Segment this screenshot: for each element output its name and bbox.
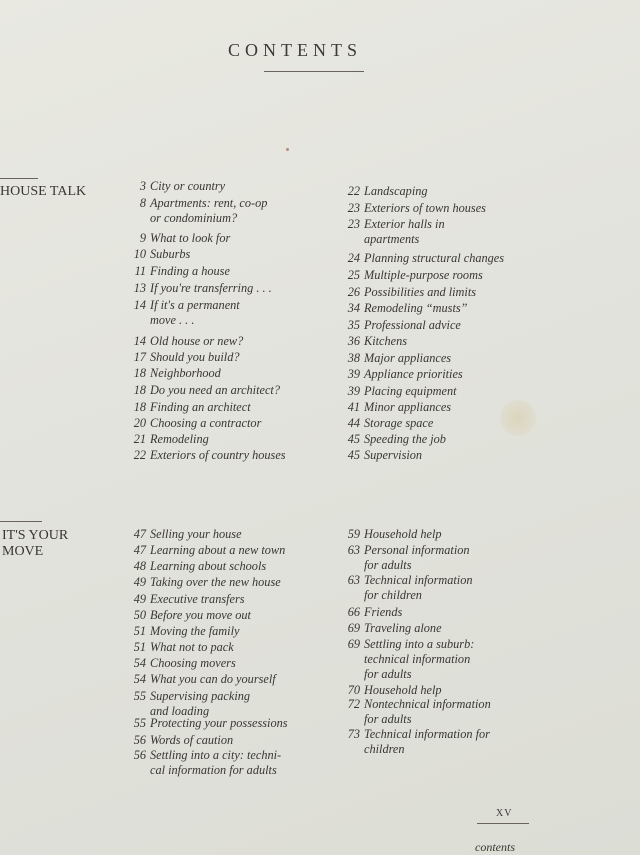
toc-entry-title: Settling into a city: techni- cal information for adults [150,748,282,777]
toc-entry [128,264,230,279]
toc-entry [342,334,407,349]
toc-page-number: 70 [347,683,360,697]
toc-entry-title: Choosing a contractor [150,416,262,430]
running-footer: contents [475,840,515,854]
toc-entry [128,400,251,415]
toc-entry-title: Professional advice [364,318,461,332]
section-label-its-your-move: IT'S YOUR MOVE [2,528,69,559]
toc-entry-title: Learning about schools [150,559,267,573]
toc-entry [342,400,451,415]
toc-page-number: 48 [133,559,146,573]
toc-entry-title: Old house or new? [150,334,244,348]
toc-entry-title: Planning structural changes [364,251,505,265]
toc-entry-title: Personal information for adults [364,543,470,572]
toc-page-number: 63 [347,543,360,557]
toc-entry [128,416,261,431]
toc-entry-title: Exteriors of town houses [364,201,486,215]
toc-page-number: 24 [347,251,360,265]
toc-page-number: 54 [133,656,146,670]
toc-entry-title: Protecting your possessions [150,716,288,730]
toc-entry [342,367,463,382]
toc-entry-title: Moving the family [150,624,240,638]
section-label-house-talk: HOUSE TALK [0,184,87,199]
toc-entry [342,301,468,316]
toc-page-number: 22 [133,448,146,462]
toc-page-number: 73 [347,727,360,741]
toc-page-number: 51 [133,624,146,638]
toc-entry [342,697,491,727]
toc-entry-title: Should you build? [150,350,240,364]
toc-entry-title: Executive transfers [150,592,245,606]
toc-entry [128,748,281,778]
toc-page-number: 23 [347,201,360,215]
section-rule [0,178,38,179]
toc-page-number: 36 [347,334,360,348]
toc-page-number: 45 [347,448,360,462]
toc-page-number: 41 [347,400,360,414]
toc-entry-title: Suburbs [150,247,191,261]
toc-page-number: 72 [347,697,360,711]
toc-page-number: 20 [133,416,146,430]
toc-entry [128,350,240,365]
toc-page-number: 59 [347,527,360,541]
toc-entry [128,432,209,447]
toc-entry-title: Landscaping [364,184,428,198]
toc-entry [128,640,234,655]
toc-entry-title: Finding a house [150,264,230,278]
toc-entry-title: Remodeling [150,432,209,446]
toc-entry-title: Appliance priorities [364,367,463,381]
toc-page-number: 38 [347,351,360,365]
toc-entry [342,217,445,247]
toc-entry [128,231,230,246]
toc-entry [128,366,221,381]
toc-entry [128,592,245,607]
toc-entry-title: Remodeling “musts” [364,301,468,315]
toc-entry [128,689,250,719]
toc-entry [128,733,233,748]
toc-entry-title: Nontechnical information for adults [364,697,491,726]
toc-page-number: 69 [347,637,360,651]
toc-page-number: 18 [133,366,146,380]
toc-entry-title: Neighborhood [150,366,221,380]
toc-entry [342,637,474,682]
toc-page-number: 23 [347,217,360,231]
footer-rule [477,823,529,824]
toc-page-number: 56 [133,733,146,747]
toc-page-number: 18 [133,400,146,414]
toc-entry [342,727,490,757]
toc-entry-title: Do you need an architect? [150,383,280,397]
toc-entry [128,543,285,558]
toc-page-number: 69 [347,621,360,635]
toc-page-number: 22 [347,184,360,198]
toc-entry-title: Learning about a new town [150,543,286,557]
toc-page-number: 25 [347,268,360,282]
toc-entry-title: What not to pack [150,640,234,654]
toc-entry-title: What to look for [150,231,231,245]
folio-page-number: XV [496,808,513,819]
toc-entry [342,527,442,542]
toc-entry [342,416,433,431]
toc-page-number: 63 [347,573,360,587]
toc-entry-title: Selling your house [150,527,242,541]
toc-entry-title: If it's a permanent move . . . [150,298,240,327]
toc-entry-title: Storage space [364,416,434,430]
toc-entry-title: Technical information for children [364,727,490,756]
toc-entry [342,543,470,573]
toc-page-number: 14 [133,298,146,312]
toc-page-number: 8 [139,196,146,210]
toc-page-number: 50 [133,608,146,622]
toc-page-number: 10 [133,247,146,261]
toc-entry [342,318,461,333]
toc-entry [342,448,422,463]
toc-page-number: 49 [133,592,146,606]
toc-entry-title: Speeding the job [364,432,446,446]
toc-entry-title: Apartments: rent, co-op or condominium? [150,196,268,225]
toc-page-number: 47 [133,543,146,557]
toc-page-number: 3 [139,179,146,193]
toc-page-number: 66 [347,605,360,619]
toc-entry [128,716,288,731]
toc-entry-title: Multiple-purpose rooms [364,268,483,282]
toc-entry [128,527,242,542]
toc-page-number: 14 [133,334,146,348]
toc-entry [128,559,266,574]
toc-entry [342,621,442,636]
toc-entry [128,334,243,349]
toc-page-number: 55 [133,716,146,730]
toc-page-number: 39 [347,384,360,398]
toc-entry [128,656,236,671]
toc-entry [128,196,267,226]
toc-entry-title: Technical information for children [364,573,473,602]
toc-entry [342,201,486,216]
toc-entry [128,608,251,623]
toc-entry [128,179,225,194]
toc-entry-title: Household help [364,683,442,697]
toc-entry [342,605,402,620]
toc-entry [128,281,272,296]
toc-entry [342,683,442,698]
toc-entry-title: Settling into a suburb: technical information for adults [364,637,475,681]
toc-entry [342,268,483,283]
toc-entry-title: Placing equipment [364,384,457,398]
toc-entry [128,624,239,639]
toc-entry-title: What you can do yourself [150,672,276,686]
toc-entry [128,575,281,590]
toc-page-number: 45 [347,432,360,446]
toc-entry-title: City or country [150,179,226,193]
toc-page-number: 26 [347,285,360,299]
title-rule [264,71,364,72]
toc-page-number: 34 [347,301,360,315]
toc-page-number: 47 [133,527,146,541]
toc-entry [342,573,473,603]
toc-entry [128,448,286,463]
toc-entry-title: Choosing movers [150,656,236,670]
toc-entry-title: Possibilities and limits [364,285,477,299]
toc-page-number: 17 [133,350,146,364]
page-title: CONTENTS [228,40,362,60]
toc-page-number: 13 [133,281,146,295]
toc-entry [342,184,428,199]
toc-entry-title: Supervising packing and loading [150,689,251,718]
toc-entry-title: If you're transferring . . . [150,281,272,295]
toc-entry-title: Taking over the new house [150,575,281,589]
toc-entry [128,672,276,687]
toc-page-number: 56 [133,748,146,762]
paper-mark [286,148,289,151]
toc-page-number: 51 [133,640,146,654]
toc-page-number: 35 [347,318,360,332]
toc-entry-title: Exterior halls in apartments [364,217,445,246]
toc-page-number: 54 [133,672,146,686]
section-rule [0,521,42,522]
toc-page-number: 44 [347,416,360,430]
toc-entry-title: Finding an architect [150,400,251,414]
toc-entry-title: Supervision [364,448,423,462]
toc-page-number: 9 [139,231,146,245]
toc-entry [342,251,504,266]
toc-entry-title: Friends [364,605,403,619]
toc-entry [342,384,457,399]
toc-entry-title: Exteriors of country houses [150,448,286,462]
toc-entry-title: Before you move out [150,608,251,622]
toc-entry-title: Traveling alone [364,621,442,635]
toc-page-number: 39 [347,367,360,381]
toc-entry [342,285,476,300]
toc-entry-title: Words of caution [150,733,234,747]
toc-entry-title: Minor appliances [364,400,452,414]
toc-entry [128,247,190,262]
toc-page-number: 18 [133,383,146,397]
toc-entry [128,298,240,328]
toc-entry [128,383,280,398]
toc-entry [342,351,451,366]
toc-page-number: 21 [133,432,146,446]
toc-entry-title: Kitchens [364,334,408,348]
toc-entry-title: Household help [364,527,442,541]
toc-page-number: 11 [134,264,146,278]
toc-entry-title: Major appliances [364,351,452,365]
toc-page-number: 55 [133,689,146,703]
toc-page-number: 49 [133,575,146,589]
toc-entry [342,432,446,447]
paper-stain [500,400,536,436]
